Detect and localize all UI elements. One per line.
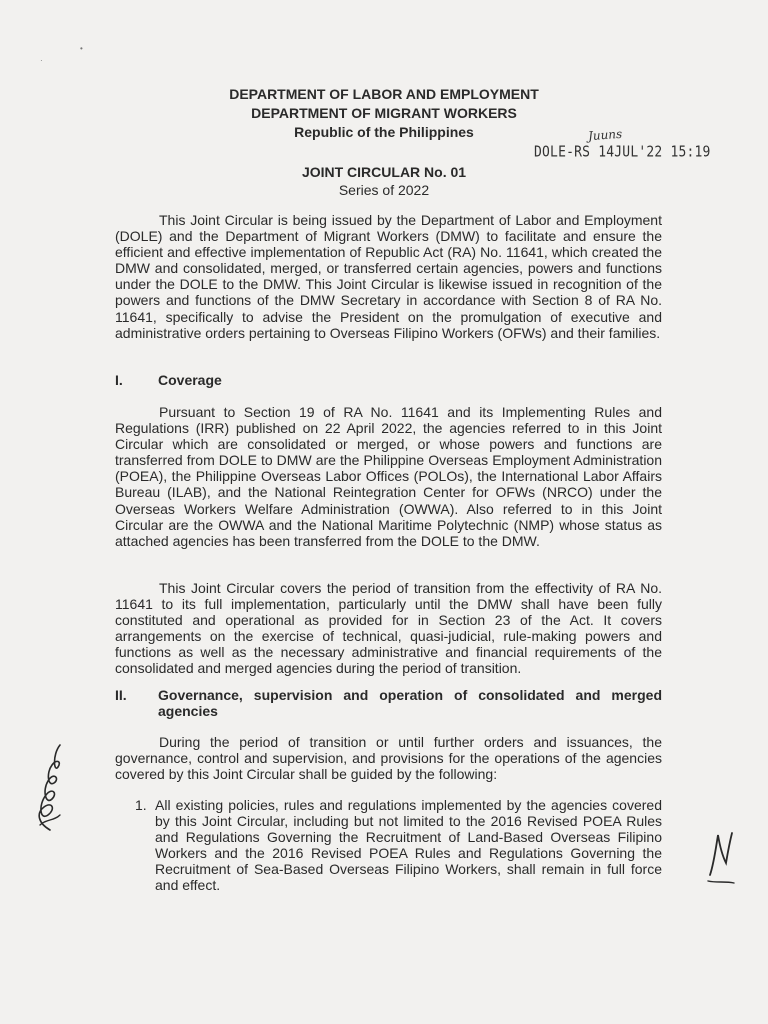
item-number: 1. [135, 797, 147, 813]
receipt-stamp: DOLE-RS 14JUL'22 15:19 [534, 143, 711, 162]
section-1-heading [115, 372, 662, 388]
governance-paragraph: During the period of transition or until further orders and issuances, the governance, control and supervision, and provisions for the operations of the agencies covered by this Joint Circular shall be guided by the following: [115, 734, 662, 783]
circular-series: Series of 2022 [338, 182, 430, 198]
section-2-heading [115, 687, 662, 719]
header-republic: Republic of the Philippines [294, 124, 474, 140]
left-margin-signature [30, 735, 72, 835]
section-title: Governance, supervision and operation of consolidated and merged agencies [158, 687, 662, 720]
coverage-paragraph-1: Pursuant to Section 19 of RA No. 11641 and its Implementing Rules and Regulations (IRR) published on 22 April 2022, the agencies referred to in this Joint Circular which are consolidated or merged, or whose powers and functions are transferred from DOLE to DMW are the Philippine Overseas Employment Administration (POEA), the Philippine Overseas Labor Offices (POLOs), the International Labor Affairs Bureau (ILAB), and the National Reintegration Center for OFWs (NRCO) under the Overseas Workers Welfare Administration (OWWA). Also referred to in this Joint Circular are the OWWA and the National Maritime Polytechnic (NMP) whose status as attached agencies has been transferred from the DOLE to the DMW. [115, 404, 662, 549]
stray-mark: • [80, 44, 83, 53]
handwritten-initials: Juuns [587, 126, 623, 144]
stray-mark: · [40, 56, 43, 65]
circular-title-block [0, 163, 768, 199]
list-item [135, 797, 662, 894]
coverage-paragraph-2: This Joint Circular covers the period of transition from the effectivity of RA No. 11641 to its full implementation, particularly until the DMW shall have been fully constituted and operational as provided for in Section 23 of the Act. It covers arrangements on the exercise of technical, quasi-judicial, rule-making powers and functions as well as the necessary administrative and financial requirements of the consolidated and merged agencies during the period of transition. [115, 580, 662, 677]
intro-paragraph: This Joint Circular is being issued by the Department of Labor and Employment (DOLE) and the Department of Migrant Workers (DMW) to facilitate and ensure the efficient and effective implementation of Republic Act (RA) No. 11641, which created the DMW and consolidated, merged, or transferred certain agencies, powers and functions under the DOLE to the DMW. This Joint Circular is likewise issued in recognition of the powers and functions of the DMW Secretary in accordance with Section 8 of RA No. 11641, specifically to advise the President on the promulgation of executive and administrative orders pertaining to Overseas Filipino Workers (OFWs) and their families. [115, 212, 662, 341]
section-title: Coverage [158, 372, 222, 388]
circular-title: JOINT CIRCULAR No. 01 [301, 164, 467, 180]
section-number: I. [115, 372, 123, 388]
letterhead [0, 85, 768, 142]
section-number: II. [115, 687, 127, 703]
item-text: All existing policies, rules and regulations implemented by the agencies covered by this Joint Circular, including but not limited to the 2016 Revised POEA Rules and Regulations Governing the Recruitment of Land-Based Overseas Filipino Workers and the 2016 Revised POEA Rules and Regulations Governing the Recruitment of Sea-Based Overseas Filipino Workers, shall remain in full force and effect. [155, 797, 662, 894]
header-dole: DEPARTMENT OF LABOR AND EMPLOYMENT [229, 86, 539, 102]
right-margin-initials [700, 825, 740, 890]
header-dmw: DEPARTMENT OF MIGRANT WORKERS [251, 105, 517, 121]
